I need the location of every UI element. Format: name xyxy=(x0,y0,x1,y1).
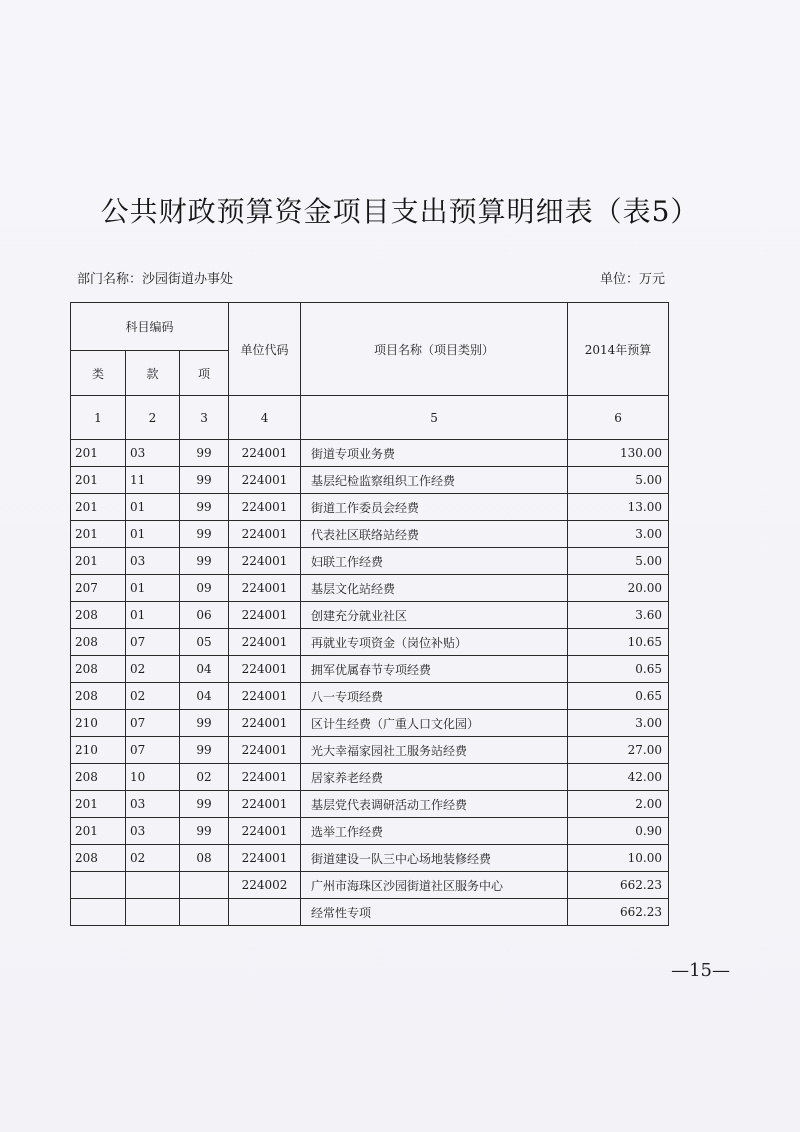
col-number: 2 xyxy=(126,396,180,440)
cell-kuan: 10 xyxy=(126,764,180,791)
cell-lei: 207 xyxy=(71,575,126,602)
cell-lei: 208 xyxy=(71,764,126,791)
cell-kuan: 07 xyxy=(126,629,180,656)
cell-lei: 210 xyxy=(71,737,126,764)
table-row xyxy=(71,710,669,737)
cell-xiang: 99 xyxy=(180,791,229,818)
cell-project-name: 拥军优属春节专项经费 xyxy=(301,656,568,683)
table-row xyxy=(71,872,669,899)
cell-lei xyxy=(71,872,126,899)
cell-kuan: 07 xyxy=(126,710,180,737)
table-row xyxy=(71,440,669,467)
cell-amount: 42.00 xyxy=(568,764,669,791)
cell-xiang: 08 xyxy=(180,845,229,872)
cell-lei: 210 xyxy=(71,710,126,737)
cell-kuan: 03 xyxy=(126,791,180,818)
cell-lei: 201 xyxy=(71,548,126,575)
cell-project-name: 基层纪检监察组织工作经费 xyxy=(301,467,568,494)
cell-lei: 201 xyxy=(71,467,126,494)
table-row xyxy=(71,494,669,521)
table-row xyxy=(71,548,669,575)
cell-kuan xyxy=(126,872,180,899)
cell-unit-code: 224001 xyxy=(229,629,301,656)
cell-amount: 0.65 xyxy=(568,683,669,710)
table-row xyxy=(71,602,669,629)
cell-xiang: 02 xyxy=(180,764,229,791)
cell-amount: 10.00 xyxy=(568,845,669,872)
cell-unit-code: 224001 xyxy=(229,575,301,602)
table-row xyxy=(71,683,669,710)
header-subject-code: 科目编码 xyxy=(71,303,229,351)
cell-project-name: 八一专项经费 xyxy=(301,683,568,710)
cell-lei: 208 xyxy=(71,683,126,710)
cell-lei: 201 xyxy=(71,494,126,521)
cell-kuan: 02 xyxy=(126,656,180,683)
cell-lei: 201 xyxy=(71,521,126,548)
col-number: 6 xyxy=(568,396,669,440)
cell-unit-code: 224002 xyxy=(229,872,301,899)
cell-kuan: 11 xyxy=(126,467,180,494)
cell-kuan: 03 xyxy=(126,548,180,575)
cell-project-name: 基层文化站经费 xyxy=(301,575,568,602)
cell-unit-code: 224001 xyxy=(229,818,301,845)
cell-unit-code: 224001 xyxy=(229,737,301,764)
cell-project-name: 妇联工作经费 xyxy=(301,548,568,575)
cell-lei: 208 xyxy=(71,656,126,683)
table-row xyxy=(71,629,669,656)
cell-project-name: 基层党代表调研活动工作经费 xyxy=(301,791,568,818)
table-row xyxy=(71,737,669,764)
cell-unit-code: 224001 xyxy=(229,440,301,467)
cell-amount: 662.23 xyxy=(568,872,669,899)
cell-amount: 130.00 xyxy=(568,440,669,467)
table-row xyxy=(71,764,669,791)
cell-project-name: 光大幸福家园社工服务站经费 xyxy=(301,737,568,764)
cell-xiang: 99 xyxy=(180,521,229,548)
cell-lei: 208 xyxy=(71,602,126,629)
table-row xyxy=(71,656,669,683)
cell-xiang xyxy=(180,899,229,926)
header-unit-code: 单位代码 xyxy=(229,303,301,396)
cell-xiang: 99 xyxy=(180,737,229,764)
cell-project-name: 创建充分就业社区 xyxy=(301,602,568,629)
cell-xiang: 04 xyxy=(180,683,229,710)
cell-amount: 3.00 xyxy=(568,710,669,737)
cell-lei: 208 xyxy=(71,629,126,656)
department-name: 部门名称：沙园街道办事处 xyxy=(77,272,234,287)
page-number: —15— xyxy=(671,960,730,981)
cell-unit-code: 224001 xyxy=(229,494,301,521)
header-xiang: 项 xyxy=(180,351,229,396)
column-number-row xyxy=(71,396,669,440)
cell-amount: 5.00 xyxy=(568,548,669,575)
cell-kuan: 02 xyxy=(126,683,180,710)
cell-xiang: 04 xyxy=(180,656,229,683)
cell-lei xyxy=(71,899,126,926)
table-row xyxy=(71,818,669,845)
cell-amount: 10.65 xyxy=(568,629,669,656)
cell-amount: 3.00 xyxy=(568,521,669,548)
cell-kuan: 03 xyxy=(126,818,180,845)
header-kuan: 款 xyxy=(126,351,180,396)
cell-kuan: 07 xyxy=(126,737,180,764)
cell-kuan: 01 xyxy=(126,521,180,548)
cell-xiang: 99 xyxy=(180,494,229,521)
cell-xiang: 99 xyxy=(180,548,229,575)
cell-project-name: 街道工作委员会经费 xyxy=(301,494,568,521)
cell-kuan: 03 xyxy=(126,440,180,467)
cell-unit-code: 224001 xyxy=(229,656,301,683)
page-title: 公共财政预算资金项目支出预算明细表（表5） xyxy=(100,195,700,228)
cell-project-name: 再就业专项资金（岗位补贴） xyxy=(301,629,568,656)
cell-xiang: 99 xyxy=(180,467,229,494)
cell-project-name: 居家养老经费 xyxy=(301,764,568,791)
cell-unit-code: 224001 xyxy=(229,467,301,494)
cell-xiang: 99 xyxy=(180,440,229,467)
budget-table xyxy=(70,302,669,926)
header-row xyxy=(71,303,669,351)
cell-xiang: 05 xyxy=(180,629,229,656)
cell-lei: 201 xyxy=(71,791,126,818)
table-row xyxy=(71,845,669,872)
cell-unit-code: 224001 xyxy=(229,710,301,737)
cell-project-name: 选举工作经费 xyxy=(301,818,568,845)
cell-unit-code: 224001 xyxy=(229,548,301,575)
cell-kuan: 01 xyxy=(126,602,180,629)
cell-amount: 0.65 xyxy=(568,656,669,683)
cell-unit-code: 224001 xyxy=(229,602,301,629)
col-number: 5 xyxy=(301,396,568,440)
cell-lei: 208 xyxy=(71,845,126,872)
cell-unit-code: 224001 xyxy=(229,845,301,872)
cell-amount: 2.00 xyxy=(568,791,669,818)
cell-amount: 5.00 xyxy=(568,467,669,494)
table-row xyxy=(71,791,669,818)
header-budget-2014: 2014年预算 xyxy=(568,303,669,396)
cell-project-name: 经常性专项 xyxy=(301,899,568,926)
cell-project-name: 广州市海珠区沙园街道社区服务中心 xyxy=(301,872,568,899)
cell-unit-code: 224001 xyxy=(229,764,301,791)
cell-project-name: 街道专项业务费 xyxy=(301,440,568,467)
cell-amount: 20.00 xyxy=(568,575,669,602)
header-lei: 类 xyxy=(71,351,126,396)
cell-unit-code: 224001 xyxy=(229,683,301,710)
header-project-name: 项目名称（项目类别） xyxy=(301,303,568,396)
cell-project-name: 街道建设一队三中心场地装修经费 xyxy=(301,845,568,872)
cell-amount: 27.00 xyxy=(568,737,669,764)
cell-kuan: 01 xyxy=(126,494,180,521)
cell-amount: 0.90 xyxy=(568,818,669,845)
cell-unit-code: 224001 xyxy=(229,791,301,818)
cell-xiang: 99 xyxy=(180,818,229,845)
cell-unit-code: 224001 xyxy=(229,521,301,548)
unit-label: 单位：万元 xyxy=(599,272,665,287)
cell-amount: 13.00 xyxy=(568,494,669,521)
cell-lei: 201 xyxy=(71,440,126,467)
cell-xiang: 99 xyxy=(180,710,229,737)
cell-xiang: 09 xyxy=(180,575,229,602)
cell-xiang: 06 xyxy=(180,602,229,629)
cell-xiang xyxy=(180,872,229,899)
cell-kuan: 01 xyxy=(126,575,180,602)
table-row xyxy=(71,467,669,494)
cell-amount: 662.23 xyxy=(568,899,669,926)
cell-unit-code xyxy=(229,899,301,926)
table-row xyxy=(71,575,669,602)
table-row xyxy=(71,899,669,926)
col-number: 4 xyxy=(229,396,301,440)
table-row xyxy=(71,521,669,548)
cell-project-name: 代表社区联络站经费 xyxy=(301,521,568,548)
cell-kuan: 02 xyxy=(126,845,180,872)
col-number: 3 xyxy=(180,396,229,440)
cell-kuan xyxy=(126,899,180,926)
cell-amount: 3.60 xyxy=(568,602,669,629)
cell-project-name: 区计生经费（广重人口文化园） xyxy=(301,710,568,737)
cell-lei: 201 xyxy=(71,818,126,845)
col-number: 1 xyxy=(71,396,126,440)
